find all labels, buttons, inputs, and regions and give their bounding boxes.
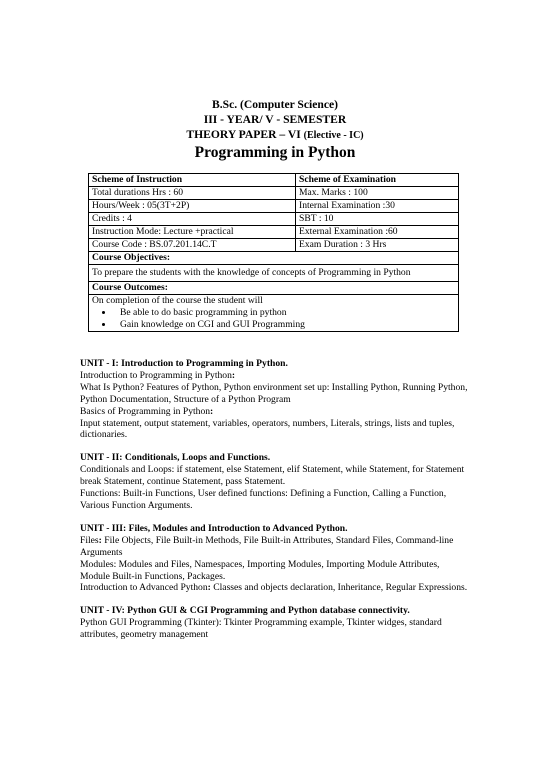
units-section bbox=[80, 358, 468, 652]
unit-paragraph: Conditionals and Loops: if statement, else Statement, elif Statement, while Statement, for Statement break Statement, continue Statement, pass Statement. bbox=[80, 464, 465, 488]
scheme-row bbox=[89, 239, 459, 252]
objectives-title-row bbox=[89, 252, 459, 265]
outcomes-body-row bbox=[89, 295, 459, 332]
outcome-item: • Be able to do basic programming in python bbox=[114, 307, 455, 319]
paragraph-text: File Objects, File Built-in Methods, File Built-in Attributes, Standard Files, Command-line Arguments bbox=[80, 534, 454, 558]
unit-paragraph bbox=[80, 582, 468, 594]
unit-3 bbox=[80, 523, 468, 594]
instruction-header: Scheme of Instruction bbox=[89, 174, 296, 187]
objectives-text-row bbox=[89, 265, 459, 282]
unit-paragraph bbox=[80, 535, 468, 559]
unit-title: UNIT - III: Files, Modules and Introduction to Advanced Python. bbox=[80, 522, 348, 534]
examination-cell: External Examination :60 bbox=[296, 226, 459, 239]
instruction-cell: Course Code : BS.07.201.14C.T bbox=[89, 239, 296, 252]
examination-header: Scheme of Examination bbox=[296, 174, 459, 187]
subheading-colon: : bbox=[98, 534, 102, 546]
unit-title: UNIT - I: Introduction to Programming in Python. bbox=[80, 358, 288, 369]
unit-2 bbox=[80, 452, 468, 512]
scheme-row bbox=[89, 187, 459, 200]
examination-cell: SBT : 10 bbox=[296, 213, 459, 226]
subheading-text: Basics of Programming in Python bbox=[80, 405, 211, 417]
examination-cell: Exam Duration : 3 Hrs bbox=[296, 239, 459, 252]
instruction-cell: Hours/Week : 05(3T+2P) bbox=[89, 200, 296, 213]
subheading-colon: : bbox=[210, 405, 214, 417]
scheme-row bbox=[89, 213, 459, 226]
instruction-cell: Total durations Hrs : 60 bbox=[89, 187, 296, 200]
objectives-text bbox=[89, 265, 459, 282]
outcomes-title: Course Outcomes: bbox=[89, 282, 459, 295]
subheading-colon: : bbox=[231, 369, 236, 381]
scheme-header-row bbox=[89, 174, 459, 187]
year-semester-line: III - YEAR/ V - SEMESTER bbox=[203, 113, 347, 126]
scheme-table bbox=[88, 173, 459, 332]
outcomes-body bbox=[89, 295, 459, 332]
subheading-text: Introduction to Advanced Python bbox=[80, 582, 208, 594]
unit-title: UNIT - II: Conditionals, Loops and Functions. bbox=[80, 452, 271, 464]
scheme-row bbox=[89, 226, 459, 239]
unit-paragraph: Functions: Built-in Functions, User defined functions: Defining a Function, Calling a Function, Various Function Arguments. bbox=[80, 488, 447, 511]
outcomes-list bbox=[92, 307, 455, 331]
unit-4 bbox=[80, 605, 468, 641]
unit-1 bbox=[80, 358, 468, 441]
unit-subheading bbox=[80, 370, 468, 382]
unit-title: UNIT - IV: Python GUI & CGI Programming and Python database connectivity. bbox=[80, 605, 410, 617]
unit-subheading bbox=[80, 406, 468, 418]
course-title: Programming in Python bbox=[194, 144, 356, 161]
unit-paragraph: Modules: Modules and Files, Namespaces, Importing Modules, Importing Module Attributes, Module Built-in Functions, Packages. bbox=[80, 558, 440, 582]
document-heading bbox=[0, 97, 550, 162]
paper-line bbox=[0, 127, 550, 143]
degree-line: B.Sc. (Computer Science) bbox=[211, 98, 338, 111]
objectives-title: Course Objectives: bbox=[89, 252, 459, 265]
outcome-item: • Gain knowledge on CGI and GUI Programming bbox=[114, 319, 455, 331]
instruction-cell: Instruction Mode: Lecture +practical bbox=[89, 226, 296, 239]
subheading-text: Files bbox=[80, 534, 99, 546]
instruction-cell: Credits : 4 bbox=[89, 213, 296, 226]
subheading-colon: : bbox=[207, 582, 211, 594]
unit-paragraph: Python GUI Programming (Tkinter): Tkinter Programming example, Tkinter widges, standard attributes, geometry management bbox=[80, 617, 442, 641]
paper-number: THEORY PAPER – VI bbox=[186, 128, 301, 141]
outcomes-intro: On completion of the course the student will bbox=[92, 295, 263, 306]
paragraph-text: Classes and objects declaration, Inheritance, Regular Expressions. bbox=[210, 582, 468, 594]
paper-elective: (Elective - IC) bbox=[303, 130, 364, 141]
examination-cell: Internal Examination :30 bbox=[296, 200, 459, 213]
objectives-paragraph: To prepare the students with the knowledge of concepts of Programming in Python bbox=[92, 267, 411, 278]
subheading-text: Introduction to Programming in Python bbox=[80, 369, 232, 381]
outcomes-title-row bbox=[89, 282, 459, 295]
unit-paragraph: What Is Python? Features of Python, Python environment set up: Installing Python, Running Python, Python Documentation, Structure of a Python Program bbox=[80, 381, 468, 405]
unit-paragraph: Input statement, output statement, variables, operators, numbers, Literals, strings, lists and tuples, dictionaries. bbox=[80, 417, 455, 441]
scheme-row bbox=[89, 200, 459, 213]
examination-cell: Max. Marks : 100 bbox=[296, 187, 459, 200]
